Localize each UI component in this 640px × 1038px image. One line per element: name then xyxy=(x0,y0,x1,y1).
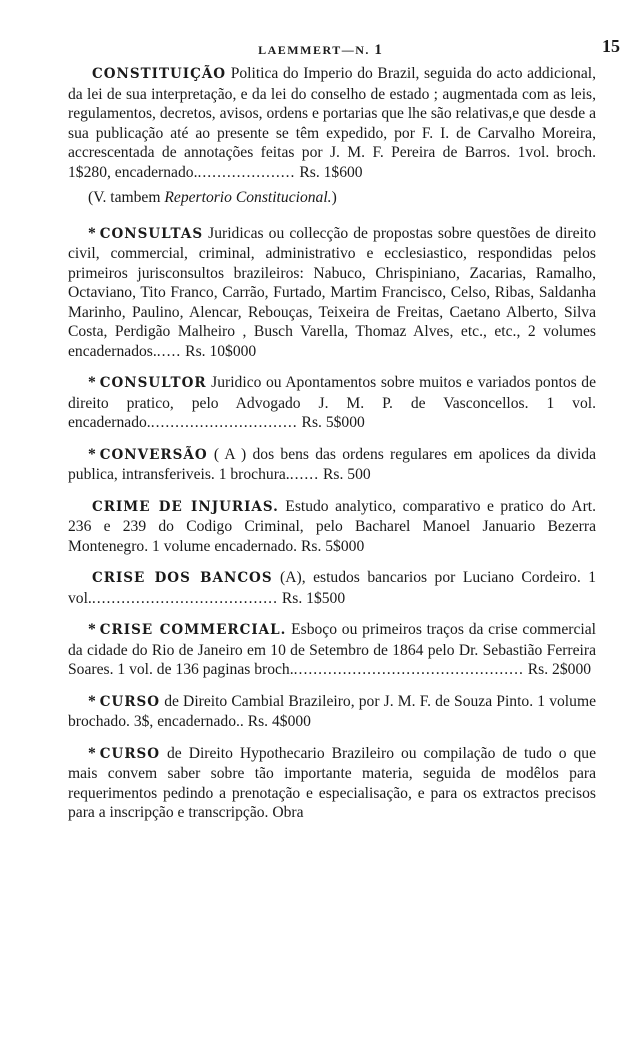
catalog-entry-consultor xyxy=(68,373,596,433)
entry-heading: CRIME DE INJURIAS. xyxy=(92,498,279,515)
entry-leader-dots: .................... xyxy=(197,163,296,181)
entry-text: Esboço ou primeiros traços da crise commercial da cidade do Rio de Janeiro em 10 de Setembro de 1864 pelo Dr. Sebastião Ferreira Soares. 1 vol. de 136 paginas broch. xyxy=(68,621,596,678)
entry-leader-dots: .............................. xyxy=(150,414,298,431)
entry-leader-dots: ...................................... xyxy=(91,589,278,607)
entry-heading: CONVERSÃO xyxy=(99,446,208,463)
entry-price: Rs. 10$000 xyxy=(185,342,257,360)
entry-price: Rs. 4$000 xyxy=(247,713,311,730)
entry-price: Rs. 5$000 xyxy=(300,537,365,555)
entry-leader-dots: ..... xyxy=(156,342,182,360)
entry-price: Rs. 1$500 xyxy=(281,589,346,607)
page-number: 15 xyxy=(602,36,620,56)
running-title-text: LAEMMERT—N. xyxy=(258,43,370,57)
catalog-entry-consultas xyxy=(68,224,596,362)
entry-heading: CONSULTOR xyxy=(99,375,207,391)
entry-leader-dots: ............................................... xyxy=(293,661,524,678)
entry-price: Rs. 1$600 xyxy=(299,163,363,181)
running-title-number: 1 xyxy=(374,42,382,58)
catalog-entry-conversao xyxy=(68,445,596,485)
entry-heading: CRISE DOS BANCOS xyxy=(92,570,273,586)
entry-price: Rs. 2$000 xyxy=(527,661,592,678)
catalog-entries xyxy=(68,64,596,835)
entry-star: * xyxy=(88,374,96,391)
catalog-entry-crise-dos-bancos xyxy=(68,568,596,608)
entry-heading: CURSO xyxy=(99,693,161,710)
catalog-entry-crise-commercial xyxy=(68,620,596,680)
entry-text: Politica do Imperio do Brazil, seguida do acto addicional, da lei de sua interpretação, e da lei do conselho de estado ; augmentada com as leis, regulamentos, decretos, avisos, ordens e portarias que lhe são relativas,e que desde a sua publicação até ao presente se têm expedido, por F. I. de Carvalho Moreira, accrescentada de annotações feitas por J. M. F. Pereira de Barros. 1vol. broch. 1$280, encadernado. xyxy=(68,65,596,181)
entry-price: Rs. 500 xyxy=(323,466,371,483)
running-title xyxy=(0,42,640,59)
entry-text: Estudo analytico, comparativo e pratico do Art. 236 e 239 do Codigo Criminal, pelo Bacharel Manoel Januario Bezerra Montenegro. 1 volume encadernado. xyxy=(68,497,596,555)
entry-star: * xyxy=(88,224,96,242)
entry-text: de Direito Cambial Brazileiro, por J. M. F. de Souza Pinto. 1 volume brochado. 3$, encadernado.. xyxy=(68,692,596,730)
note-prefix: (V. tambem xyxy=(88,189,165,206)
entry-star: * xyxy=(88,445,96,463)
entry-text: de Direito Hypothecario Brazileiro ou compilação de tudo o que mais convem saber sobre tão importante materia, seguida de modêlos para requerimentos pedindo a prenotação e especialisação, e para os extractos precisos para a inscripção e transcripção. Obra xyxy=(68,744,596,821)
entry-text: Juridico ou Apontamentos sobre muitos e variados pontos de direito pratico, pelo Advogado J. M. P. de Vasconcellos. 1 vol. encadernado. xyxy=(68,374,596,431)
entry-leader-dots: ...... xyxy=(289,466,320,483)
entry-text: (A), estudos bancarios por Luciano Cordeiro. 1 vol. xyxy=(68,569,596,607)
entry-heading: CONSULTAS xyxy=(99,225,204,242)
note-suffix: ) xyxy=(331,189,337,206)
catalog-entry-curso-cambial xyxy=(68,692,596,732)
entry-heading: CONSTITUIÇÃO xyxy=(92,66,227,82)
entry-heading: CRISE COMMERCIAL. xyxy=(99,622,287,638)
catalog-entry-curso-hypothecario xyxy=(68,744,596,823)
entry-text: ( A ) dos bens das ordens regulares em apolices da divida publica, intransferiveis. 1 brochura. xyxy=(68,445,596,483)
entry-heading: CURSO xyxy=(99,745,161,762)
entry-star: * xyxy=(88,692,96,710)
entry-star: * xyxy=(88,621,96,638)
note-italic: Repertorio Constitucional. xyxy=(164,189,332,206)
entry-star: * xyxy=(88,744,96,762)
entry-price: Rs. 5$000 xyxy=(301,414,365,431)
page-header xyxy=(0,36,640,60)
entry-text: Juridicas ou collecção de propostas sobre questões de direito civil, commercial, criminal, administrativo e ecclesiastico, respondidas pelos primeiros jurisconsultos brazileiros: Nabuco, Chrispiniano, Zacarias, Ramalho, Octaviano, Tito Franco, Carrão, Furtado, Martim Francisco, Celso, Ribas, Saldanha Marinho, Paulino, Alencar, Rebouças, Teixeira de Freitas, Caetano Alberto, Silva Costa, Perdigão Malheiro , Busch Varella, Thomaz Alves, etc., etc., 2 volumes encadernados. xyxy=(68,224,596,360)
catalog-entry-crime-de-injurias xyxy=(68,497,596,557)
catalog-entry-constituicao xyxy=(68,64,596,182)
cross-reference-note xyxy=(88,188,596,208)
